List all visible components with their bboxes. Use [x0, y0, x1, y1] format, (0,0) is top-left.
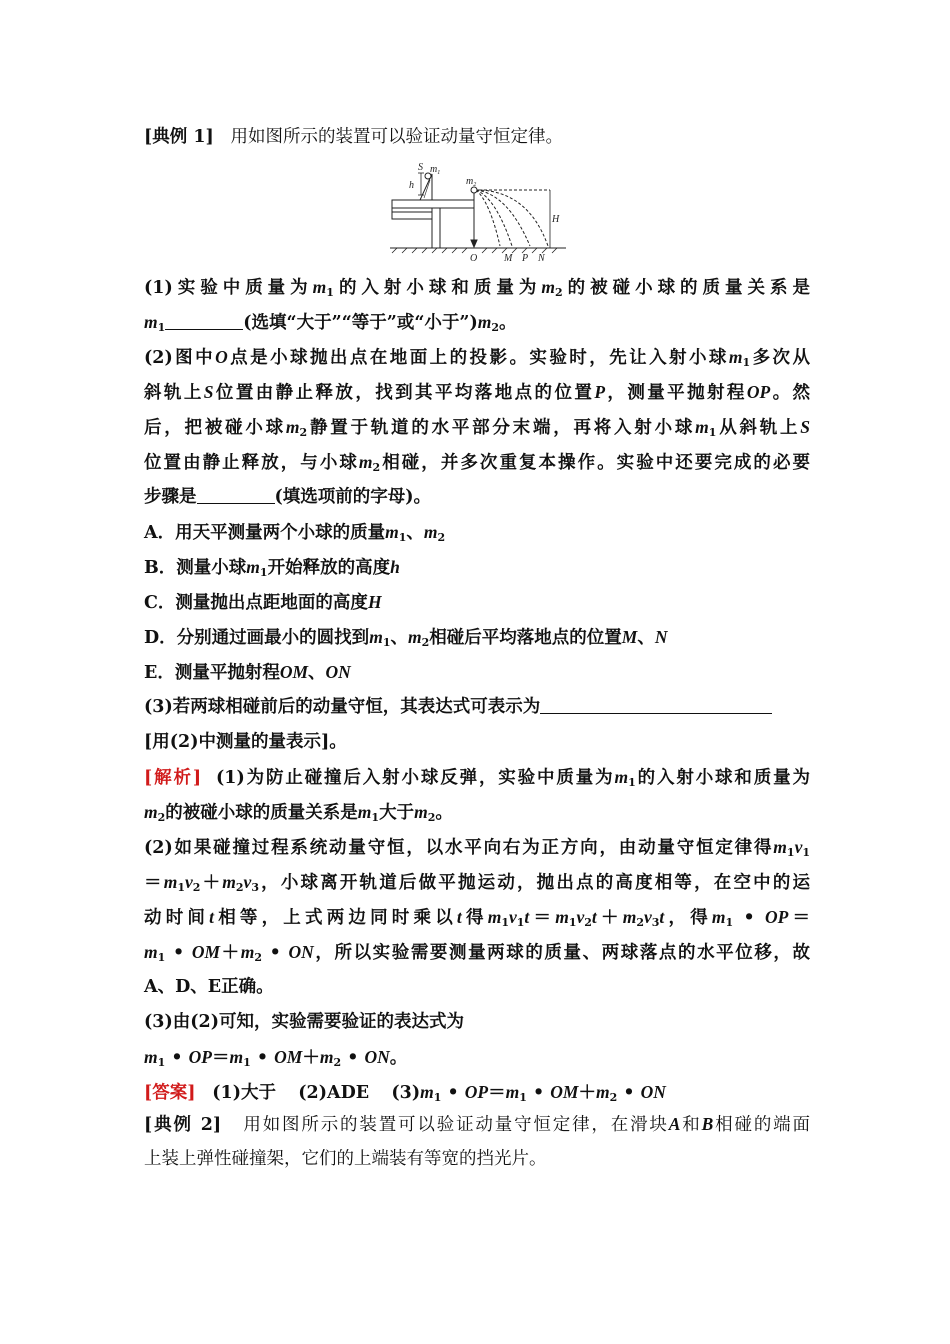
- answer-blank-2[interactable]: [197, 486, 275, 504]
- analysis-line-9: $m_1$ • $OP=m_1$ • $OM+m_2$ • ON。: [144, 1047, 408, 1069]
- question-2-line-4: 位置由静止释放，与小球$m_2$相碰，并多次重复本操作。实验中还要完成的必要: [144, 452, 810, 474]
- figure-label-h: h: [409, 180, 414, 191]
- option-c: C．测量抛出点距地面的高度H: [144, 592, 382, 613]
- question-3-line-1: (3)若两球相碰前后的动量守恒，其表达式可表示为: [144, 695, 810, 719]
- analysis-line-1: [解析] (1)为防止碰撞后入射小球反弹，实验中质量为$m_1$的入射小球和质量为: [144, 767, 810, 789]
- example-2-line-2: 上装上弹性碰撞架，它们的上端装有等宽的挡光片。: [144, 1149, 547, 1169]
- apparatus-figure: [388, 160, 568, 266]
- analysis-line-5: 动时间t相等，上式两边同时乘以t得$m_1v_1t=m_1v_2t+m_2v_3t$，得$m_1$ • OP＝: [144, 907, 810, 929]
- analysis-line-8: (3)由(2)可知，实验需要验证的表达式为: [144, 1012, 464, 1032]
- analysis-line-3: (2)如果碰撞过程系统动量守恒，以水平向右为正方向，由动量守恒定律得$m_1v_1$: [144, 837, 810, 859]
- analysis-line-6: $m_1$ • $OM+m_2$ • ON，所以实验需要测量两球的质量、两球落点的水平位移，故: [144, 942, 811, 964]
- figure-label-N: N: [538, 253, 545, 264]
- option-b: B．测量小球$m_1$开始释放的高度h: [144, 557, 400, 579]
- answer-blank-1[interactable]: [165, 312, 243, 330]
- option-e: E．测量平抛射程OM、ON: [144, 662, 351, 683]
- analysis-line-2: $m_2$的被碰小球的质量关系是$m_1$大于$m_2$。: [144, 802, 453, 824]
- figure-label-O: O: [470, 253, 478, 264]
- example-1-tag: [典例 1]: [144, 127, 214, 147]
- question-2-line-2: 斜轨上S位置由静止释放，找到其平均落地点的位置P，测量平抛射程OP。然: [144, 382, 811, 403]
- question-2-line-5: 步骤是 (填选项前的字母)。: [144, 487, 432, 507]
- question-1-line-1: (1)实验中质量为$m_1$的入射小球和质量为$m_2$的被碰小球的质量关系是: [144, 277, 811, 299]
- figure-label-H: H: [552, 214, 560, 225]
- analysis-line-7: A、D、E正确。: [144, 977, 274, 997]
- question-2-line-3: 后，把被碰小球$m_2$静置于轨道的水平部分末端，再将入射小球$m_1$从斜轨上S: [144, 417, 811, 439]
- figure-label-m1: $m_1$: [430, 164, 441, 176]
- figure-label-M: M: [504, 253, 513, 264]
- answer-tag: [答案]: [144, 1083, 196, 1103]
- question-2-line-1: (2)图中O点是小球抛出点在地面上的投影。实验时，先让入射小球$m_1$多次从: [144, 347, 810, 369]
- example-2-line-1: [典例 2] 用如图所示的装置可以验证动量守恒定律，在滑块A和B相碰的端面: [144, 1114, 810, 1135]
- figure-label-S: S: [418, 162, 423, 173]
- figure-label-m2: $m_2$: [466, 176, 477, 188]
- option-d: D．分别通过画最小的圆找到$m_1$、$m_2$相碰后平均落地点的位置M、N: [144, 627, 668, 649]
- example-2-tag: [典例 2]: [144, 1115, 222, 1135]
- answer-line: [答案] (1)大于 (2)ADE $(3)m_1$ • $OP=m_1$ • $OM+m_2$ • ON: [144, 1082, 666, 1104]
- option-a: A．用天平测量两个小球的质量$m_1$、$m_2$: [144, 522, 446, 544]
- example-1-stem: [典例 1] 用如图所示的装置可以验证动量守恒定律。: [144, 127, 564, 147]
- figure-label-P: P: [522, 253, 529, 264]
- answer-blank-3[interactable]: [540, 696, 772, 714]
- analysis-tag: [解析]: [144, 768, 202, 788]
- question-3-line-2: [用(2)中测量的量表示]。: [144, 732, 347, 752]
- analysis-line-4: $=m_1v_2+m_2v_3$，小球离开轨道后做平抛运动，抛出点的高度相等，在空中的运: [144, 872, 811, 894]
- question-1-line-2: $m_1$ (选填“大于”“等于”或“小于$”)m_2$。: [144, 312, 517, 334]
